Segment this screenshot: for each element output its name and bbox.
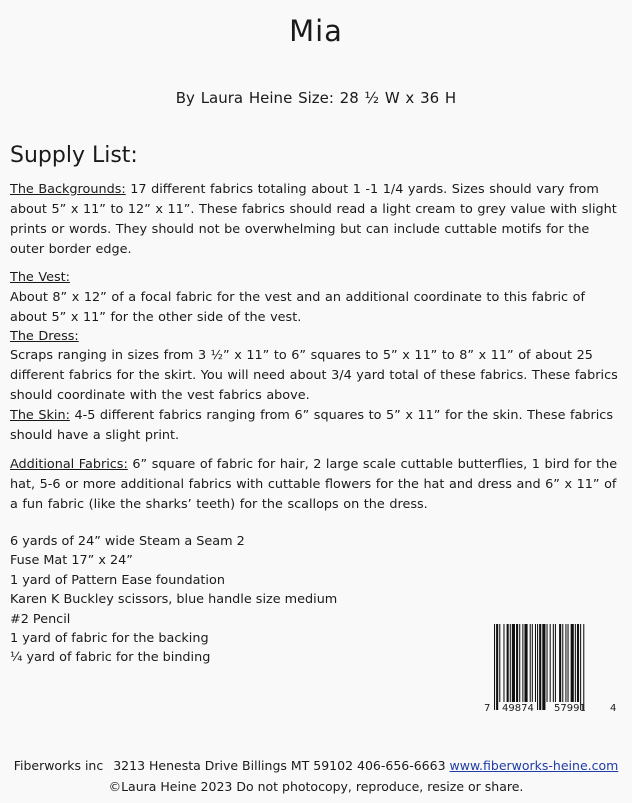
- list-item: #2 Pencil: [10, 611, 71, 627]
- skin-section: [10, 406, 624, 446]
- footer-contact: [0, 758, 632, 773]
- footer-company: Fiberworks inc: [13, 758, 104, 773]
- backgrounds-label: The Backgrounds:: [10, 182, 126, 197]
- barcode-digit-check: 4: [610, 703, 617, 714]
- barcode-bar: [494, 624, 495, 710]
- barcode-bar: [542, 624, 545, 710]
- dress-section-heading: [10, 327, 624, 347]
- barcode-bar: [553, 624, 554, 702]
- vest-label: The Vest:: [10, 270, 70, 285]
- barcode-bar: [516, 624, 518, 702]
- barcode-bar: [499, 624, 500, 702]
- barcode-bar: [503, 624, 504, 702]
- website-link[interactable]: www.fiberworks-heine.com: [449, 758, 619, 773]
- barcode-bar: [547, 624, 548, 702]
- barcode-bar: [565, 624, 566, 702]
- additional-fabrics-label: Additional Fabrics:: [10, 457, 128, 472]
- list-item: 1 yard of fabric for the backing: [10, 631, 209, 647]
- barcode-bar: [524, 624, 527, 702]
- barcode-bar: [539, 624, 541, 710]
- dress-text: Scraps ranging in sizes from 3 ½” x 11” to 6” squares to 5” x 11” to 8” x 11” of about 25 different fabrics for the skirt. You will need about 3/4 yard total of these fabrics. These fabrics should coordinate with the vest fabrics above.: [10, 348, 618, 403]
- backgrounds-text: 17 different fabrics totaling about 1 -1 1/4 yards. Sizes should vary from about 5” x 11” to 12” x 11”. These fabrics should read a light cream to grey value with slight prints or words. They should not be overwhelming but can include cuttable motifs for the outer border edge.: [10, 182, 617, 257]
- barcode-bar: [562, 624, 563, 702]
- list-item: ¼ yard of fabric for the binding: [10, 650, 211, 666]
- additional-fabrics-text: 6” square of fabric for hair, 2 large scale cuttable butterflies, 1 bird for the hat, 5-6 or more additional fabrics with cuttable flowers for the hat and dress and 6” x 11” of a fun fabric (like the sharks’ teeth) for the scallops on the dress.: [10, 457, 618, 512]
- barcode-bar: [583, 624, 584, 710]
- barcode-bar: [559, 624, 561, 702]
- barcode-digits-right: 57991: [554, 703, 586, 714]
- barcode-bar: [577, 624, 579, 702]
- vest-section-heading: [10, 268, 624, 288]
- barcode: [484, 624, 620, 716]
- barcode-bar: [512, 624, 515, 702]
- barcode-bar: [519, 624, 520, 702]
- footer-address: 3213 Henesta Drive Billings MT 59102 406-656-6663: [113, 758, 446, 773]
- barcode-bar: [550, 624, 551, 702]
- barcode-bar: [532, 624, 533, 702]
- barcode-bar: [530, 624, 531, 702]
- vest-text: About 8” x 12” of a focal fabric for the vest and an additional coordinate to this fabric of about 5” x 11” for the other side of the vest.: [10, 290, 585, 325]
- list-item: Karen K Buckley scissors, blue handle size medium: [10, 592, 338, 608]
- barcode-bar: [496, 624, 498, 710]
- byline: By Laura Heine Size: 28 ½ W x 36 H: [175, 89, 457, 107]
- footer-copyright: ©Laura Heine 2023 Do not photocopy, reproduce, resize or share.: [108, 779, 524, 794]
- supply-list-heading: Supply List:: [10, 143, 138, 168]
- backgrounds-section: [10, 180, 624, 260]
- barcode-bar: [537, 624, 538, 710]
- barcode-bar: [580, 624, 581, 710]
- barcode-bar: [535, 624, 536, 702]
- additional-fabrics-section: [10, 455, 624, 515]
- barcode-bar: [571, 624, 574, 702]
- page-title: Mia: [289, 14, 343, 48]
- barcode-digit-prefix: 7: [484, 703, 491, 714]
- skin-text: 4-5 different fabrics ranging from 6” squares to 5” x 11” for the skin. These fabrics should have a slight print.: [10, 408, 613, 443]
- skin-label: The Skin:: [10, 408, 70, 423]
- dress-label: The Dress:: [10, 329, 79, 344]
- barcode-bar: [507, 624, 509, 702]
- supplies-list: [10, 532, 337, 668]
- list-item: 6 yards of 24” wide Steam a Seam 2: [10, 534, 245, 549]
- list-item: 1 yard of Pattern Ease foundation: [10, 572, 225, 588]
- barcode-bar: [568, 624, 569, 702]
- barcode-digits-left: 49874: [502, 703, 534, 714]
- list-item: Fuse Mat 17” x 24”: [10, 553, 133, 569]
- barcode-bar: [510, 624, 511, 702]
- barcode-bar: [522, 624, 523, 702]
- barcode-bar: [575, 624, 576, 702]
- barcode-bar: [555, 624, 556, 702]
